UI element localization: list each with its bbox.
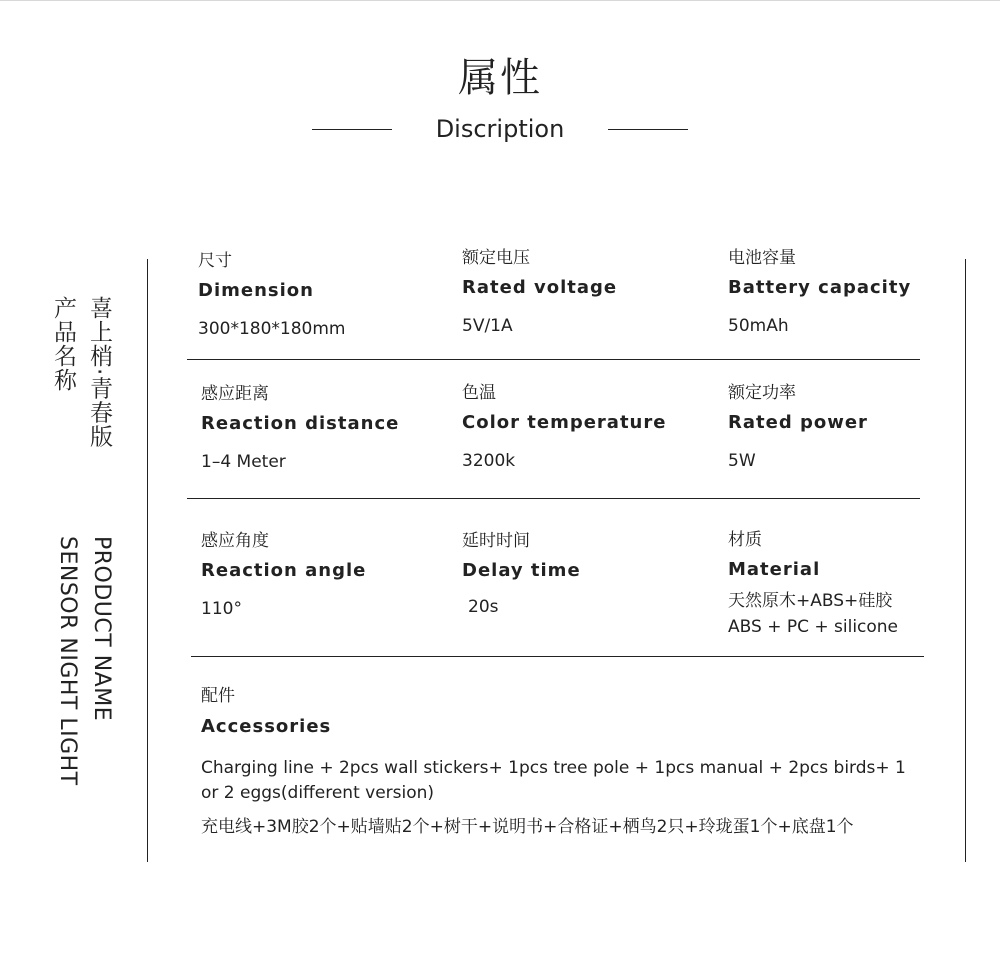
spec-value: 20s [468,597,499,617]
page-title-cn: 属性 [458,55,542,101]
spec-material [728,529,898,640]
spec-value: 5V/1A [462,316,513,336]
spec-label-en: Material [728,559,821,580]
spec-value: 5W [728,451,756,471]
spec-label-en: Rated power [728,412,868,433]
spec-label-en: Dimension [198,280,314,301]
spec-label-cn: 额定功率 [728,383,796,403]
spec-rated-power [728,382,868,473]
accessories-text-cn: 充电线+3M胶2个+贴墙贴2个+树干+说明书+合格证+栖鸟2只+玲珑蛋1个+底盘1个 [201,817,854,837]
spec-value: 300*180*180mm [198,319,346,339]
product-name-cn [48,296,118,476]
spec-delay-time [462,530,581,619]
spec-label-cn: 色温 [462,383,496,403]
accessories-label-cn: 配件 [201,686,235,706]
spec-label-en: Delay time [462,560,581,581]
page-subtitle-row [0,114,1000,144]
spec-label-cn: 电池容量 [728,248,796,268]
row-divider-3 [191,656,924,657]
spec-label-en: Rated voltage [462,277,618,298]
spec-label-cn: 延时时间 [462,531,530,551]
subtitle-right-rule [608,129,688,130]
row-divider-1 [187,359,920,360]
page-title-en: Discription [435,115,565,143]
row-divider-2 [187,498,920,499]
spec-label-en: Reaction angle [201,560,367,581]
spec-reaction-angle [201,530,366,621]
spec-value-secondary: ABS + PC + silicone [728,617,899,637]
spec-dimension [198,250,345,341]
spec-color-temperature [462,382,666,473]
left-divider [147,259,148,862]
product-name-cn-value: 喜上梢·青春版 [86,296,112,449]
spec-label-cn: 尺寸 [198,251,232,271]
top-border [0,0,1000,1]
spec-label-cn: 感应角度 [201,531,269,551]
spec-value: 天然原木+ABS+硅胶 [728,591,893,611]
spec-value: 3200k [462,451,516,471]
accessories-text-en: Charging line + 2pcs wall stickers+ 1pcs tree pole + 1pcs manual + 2pcs birds+ 1 or 2 eggs(different version) [201,758,906,803]
accessories-section [201,685,961,839]
right-divider [965,259,966,862]
spec-label-cn: 材质 [728,530,762,550]
spec-value: 50mAh [728,316,789,336]
spec-reaction-distance [201,383,399,474]
accessories-label-en: Accessories [201,716,332,737]
spec-label-en: Reaction distance [201,413,400,434]
spec-battery-capacity [728,247,911,338]
product-name-en-value: SENSOR NIGHT LIGHT [55,536,80,786]
spec-value: 110° [201,599,242,619]
spec-rated-voltage [462,247,617,338]
spec-label-en: Battery capacity [728,277,912,298]
product-name-cn-label: 产品名称 [50,296,76,392]
spec-value: 1–4 Meter [201,452,286,472]
product-name-en [52,536,122,866]
spec-label-en: Color temperature [462,412,667,433]
spec-label-cn: 额定电压 [462,248,530,268]
spec-label-cn: 感应距离 [201,384,269,404]
product-name-en-label: PRODUCT NAME [89,536,114,722]
